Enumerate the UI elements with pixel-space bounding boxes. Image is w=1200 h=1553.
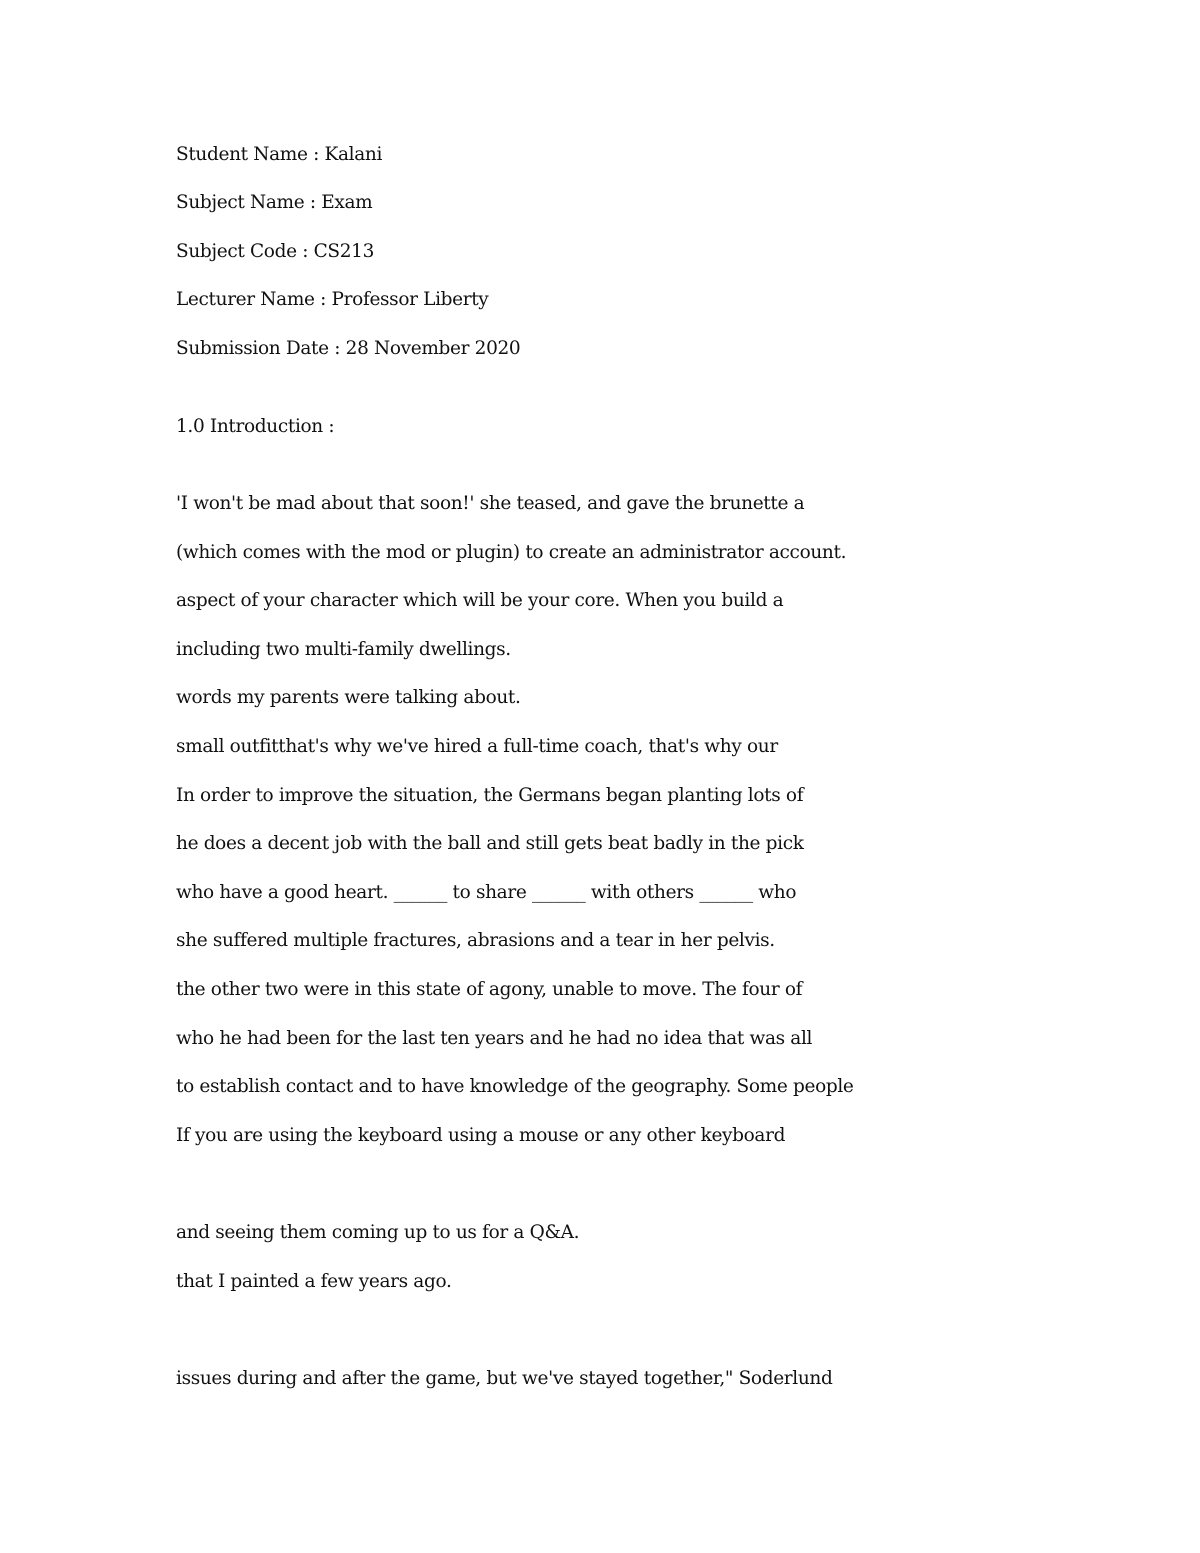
body-line: she suffered multiple fractures, abrasions and a tear in her pelvis. (176, 930, 775, 951)
body-line: to establish contact and to have knowledge of the geography. Some people (176, 1076, 854, 1097)
student-name-line: Student Name : Kalani (176, 144, 383, 165)
lecturer-name-line: Lecturer Name : Professor Liberty (176, 289, 489, 310)
body-line: including two multi-family dwellings. (176, 639, 511, 660)
body-line: (which comes with the mod or plugin) to create an administrator account. (176, 542, 847, 563)
subject-name-line: Subject Name : Exam (176, 192, 373, 213)
body-line: who he had been for the last ten years and he had no idea that was all (176, 1028, 813, 1049)
section-heading: 1.0 Introduction : (176, 416, 335, 437)
body-line: and seeing them coming up to us for a Q&A. (176, 1222, 580, 1243)
body-line: he does a decent job with the ball and still gets beat badly in the pick (176, 833, 804, 854)
body-line: words my parents were talking about. (176, 687, 521, 708)
body-line: issues during and after the game, but we've stayed together," Soderlund (176, 1368, 833, 1389)
body-line: that I painted a few years ago. (176, 1271, 452, 1292)
body-line: aspect of your character which will be your core. When you build a (176, 590, 784, 611)
body-line: who have a good heart. ______ to share ______ with others ______ who (176, 882, 797, 903)
submission-date-line: Submission Date : 28 November 2020 (176, 338, 521, 359)
body-line: the other two were in this state of agony, unable to move. The four of (176, 979, 803, 1000)
body-line: If you are using the keyboard using a mouse or any other keyboard (176, 1125, 786, 1146)
body-line: 'I won't be mad about that soon!' she teased, and gave the brunette a (176, 493, 805, 514)
subject-code-line: Subject Code : CS213 (176, 241, 375, 262)
body-line: In order to improve the situation, the Germans began planting lots of (176, 785, 804, 806)
body-line: small outfitthat's why we've hired a full-time coach, that's why our (176, 736, 778, 757)
